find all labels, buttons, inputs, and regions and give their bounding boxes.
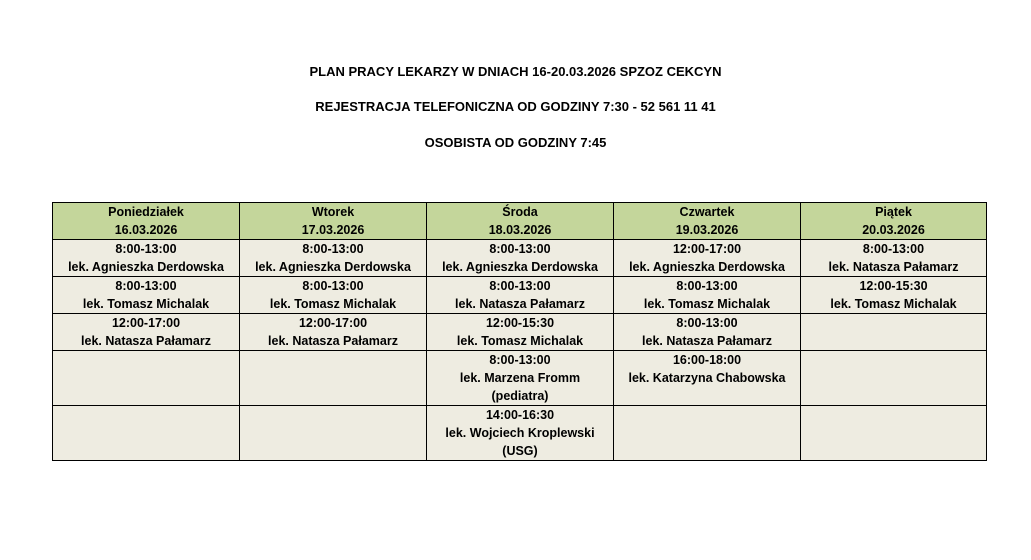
schedule-cell-empty [614, 406, 801, 461]
table-row [53, 240, 987, 277]
doctor-name: lek. Natasza Pałamarz [642, 334, 772, 348]
shift-hours: 8:00-13:00 [115, 242, 177, 256]
day-header-wednesday [427, 203, 614, 240]
shift-hours: 8:00-13:00 [489, 353, 551, 367]
schedule-cell [53, 314, 240, 351]
day-name: Czwartek [679, 205, 735, 219]
schedule-cell [614, 351, 801, 406]
header-row [53, 203, 987, 240]
schedule-cell [801, 277, 987, 314]
doctor-name: lek. Natasza Pałamarz [81, 334, 211, 348]
schedule-cell [427, 406, 614, 461]
phone-registration-info: REJESTRACJA TELEFONICZNA OD GODZINY 7:30 - 52 561 11 41 [315, 99, 716, 114]
day-header-thursday [614, 203, 801, 240]
schedule-cell-empty [240, 406, 427, 461]
shift-hours: 8:00-13:00 [489, 242, 551, 256]
schedule-cell [614, 314, 801, 351]
schedule-cell-empty [53, 351, 240, 406]
schedule-cell [427, 240, 614, 277]
shift-hours: 8:00-13:00 [115, 279, 177, 293]
table-row [53, 314, 987, 351]
doctor-name: lek. Agnieszka Derdowska [255, 260, 411, 274]
day-name: Poniedziałek [108, 205, 184, 219]
schedule-cell [240, 277, 427, 314]
day-name: Piątek [875, 205, 912, 219]
doctor-name: lek. Tomasz Michalak [456, 334, 584, 348]
shift-hours: 14:00-16:30 [485, 408, 555, 422]
schedule-cell [614, 240, 801, 277]
schedule-cell-empty [240, 351, 427, 406]
doctor-name: lek. Katarzyna Chabowska [628, 371, 786, 385]
personal-registration-info: OSOBISTA OD GODZINY 7:45 [424, 135, 607, 150]
doctors-schedule-table [52, 202, 987, 461]
schedule-cell-empty [801, 351, 987, 406]
day-date: 20.03.2026 [862, 223, 925, 237]
day-name: Wtorek [311, 205, 355, 219]
table-row [53, 351, 987, 406]
day-date: 19.03.2026 [675, 223, 739, 237]
schedule-cell [240, 314, 427, 351]
schedule-cell [240, 240, 427, 277]
shift-hours: 12:00-17:00 [672, 242, 742, 256]
shift-hours: 16:00-18:00 [672, 353, 742, 367]
doctor-name: lek. Marzena Fromm [459, 371, 581, 385]
doctor-name: lek. Natasza Pałamarz [455, 297, 585, 311]
page-title: PLAN PRACY LEKARZY W DNIACH 16-20.03.2026 SPZOZ CEKCYN [309, 64, 722, 79]
doctor-name: lek. Tomasz Michalak [830, 297, 957, 311]
schedule-cell [614, 277, 801, 314]
doctor-name: lek. Wojciech Kroplewski [445, 426, 595, 440]
doctor-name: lek. Natasza Pałamarz [828, 260, 959, 274]
day-header-monday [53, 203, 240, 240]
doctor-name: lek. Tomasz Michalak [269, 297, 397, 311]
schedule-cell-empty [53, 406, 240, 461]
specialty-note: (USG) [502, 444, 538, 458]
day-date: 17.03.2026 [301, 223, 365, 237]
doctor-name: lek. Agnieszka Derdowska [68, 260, 224, 274]
shift-hours: 12:00-17:00 [298, 316, 368, 330]
schedule-cell [801, 240, 987, 277]
doctor-name: lek. Tomasz Michalak [82, 297, 210, 311]
doctor-name: lek. Tomasz Michalak [643, 297, 771, 311]
schedule-cell [427, 351, 614, 406]
schedule-cell [53, 277, 240, 314]
shift-hours: 8:00-13:00 [862, 242, 925, 256]
shift-hours: 8:00-13:00 [302, 242, 364, 256]
doctor-name: lek. Natasza Pałamarz [268, 334, 398, 348]
shift-hours: 12:00-17:00 [111, 316, 181, 330]
schedule-cell-empty [801, 406, 987, 461]
shift-hours: 8:00-13:00 [676, 279, 738, 293]
day-header-friday [801, 203, 987, 240]
schedule-cell-empty [801, 314, 987, 351]
schedule-cell [53, 240, 240, 277]
table-row [53, 277, 987, 314]
day-name: Środa [502, 205, 538, 219]
table-row [53, 406, 987, 461]
day-date: 16.03.2026 [114, 223, 178, 237]
shift-hours: 12:00-15:30 [859, 279, 928, 293]
schedule-cell [427, 314, 614, 351]
day-date: 18.03.2026 [488, 223, 552, 237]
doctor-name: lek. Agnieszka Derdowska [442, 260, 598, 274]
day-header-tuesday [240, 203, 427, 240]
doctor-name: lek. Agnieszka Derdowska [629, 260, 785, 274]
shift-hours: 8:00-13:00 [489, 279, 551, 293]
shift-hours: 12:00-15:30 [485, 316, 555, 330]
shift-hours: 8:00-13:00 [676, 316, 738, 330]
specialty-note: (pediatra) [491, 389, 549, 403]
schedule-cell [427, 277, 614, 314]
shift-hours: 8:00-13:00 [302, 279, 364, 293]
